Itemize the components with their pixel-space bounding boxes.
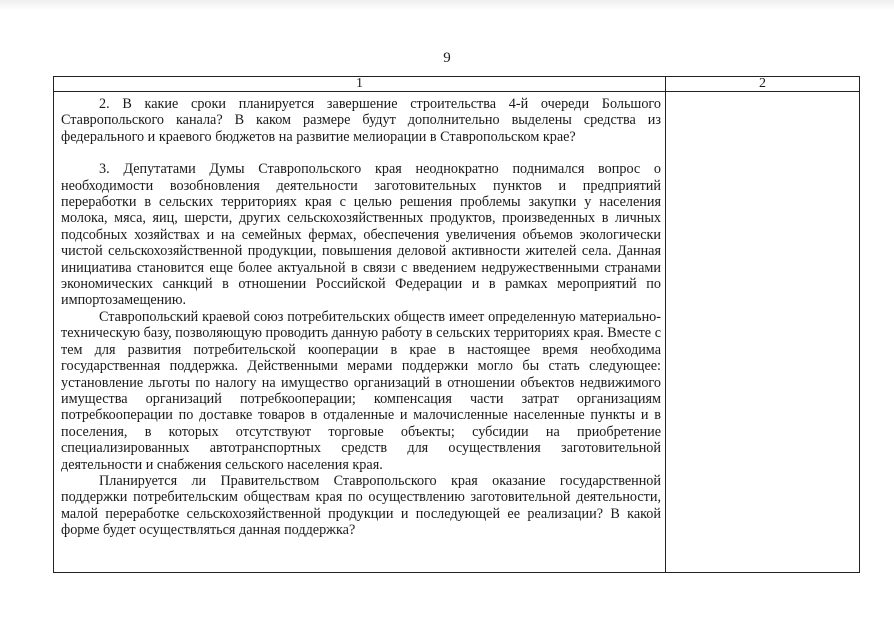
page-number: 9 xyxy=(443,50,451,66)
column-header-2: 2 xyxy=(666,77,860,92)
answers-cell xyxy=(666,92,860,573)
table-body-row xyxy=(54,92,860,573)
table-header-row xyxy=(54,77,860,92)
paragraph-question-3: 3. Депутатами Думы Ставропольского края неоднократно поднимался вопрос о необходимости возобновления деятельности заготовительных пунктов и предприятий переработки в сельских территориях края с целью решения проблемы закупки у населения молока, мяса, яиц, шерсти, других сельскохозяйственных продуктов, произведенных в личных подсобных хозяйствах и на семейных фермах, обеспечения увеличения объемов экологически чистой сельскохозяйственной продукции, повышения деловой активности жителей села. Данная инициатива становится еще более актуальной в связи с введением недружественными странами экономических санкций в отношении Российской Федерации и в рамках мероприятий по импортозамещению. xyxy=(61,161,661,309)
column-header-1: 1 xyxy=(54,77,666,92)
paragraph-government-support: Планируется ли Правительством Ставропольского края оказание государственной поддержки потребительским обществам края по осуществлению заготовительной деятельности, малой переработке сельскохозяйственной продукции и последующей ее реализации? В какой форме будет осуществляться данная поддержка? xyxy=(61,472,661,539)
document-table xyxy=(53,76,860,573)
paragraph-question-2: 2. В какие сроки планируется завершение строительства 4-й очереди Большого Ставропольского канала? В каком размере будут дополнительно выделены средства из федерального и краевого бюджетов на развитие мелиорации в Ставропольском крае? xyxy=(61,96,661,145)
scan-edge-shadow xyxy=(0,0,894,10)
paragraph-consumer-union: Ставропольский краевой союз потребительских обществ имеет определенную материально-техническую базу, позволяющую проводить данную работу в сельских территориях края. Вместе с тем для развития потребительской кооперации в крае в настоящее время необходима государственная поддержка. Действенными мерами поддержки могло бы стать следующее: установление льготы по налогу на имущество организаций в отношении объектов недвижимого имущества организаций потребкооперации; компенсация части затрат организациям потребкооперации по доставке товаров в отдаленные и малочисленные населенные пункты и в поселения, в которых отсутствуют торговые объекты; субсидии на приобретение специализированных автотранспортных средств для осуществления заготовительной деятельности и снабжения сельского населения края. xyxy=(61,308,661,473)
questions-cell xyxy=(54,92,666,573)
